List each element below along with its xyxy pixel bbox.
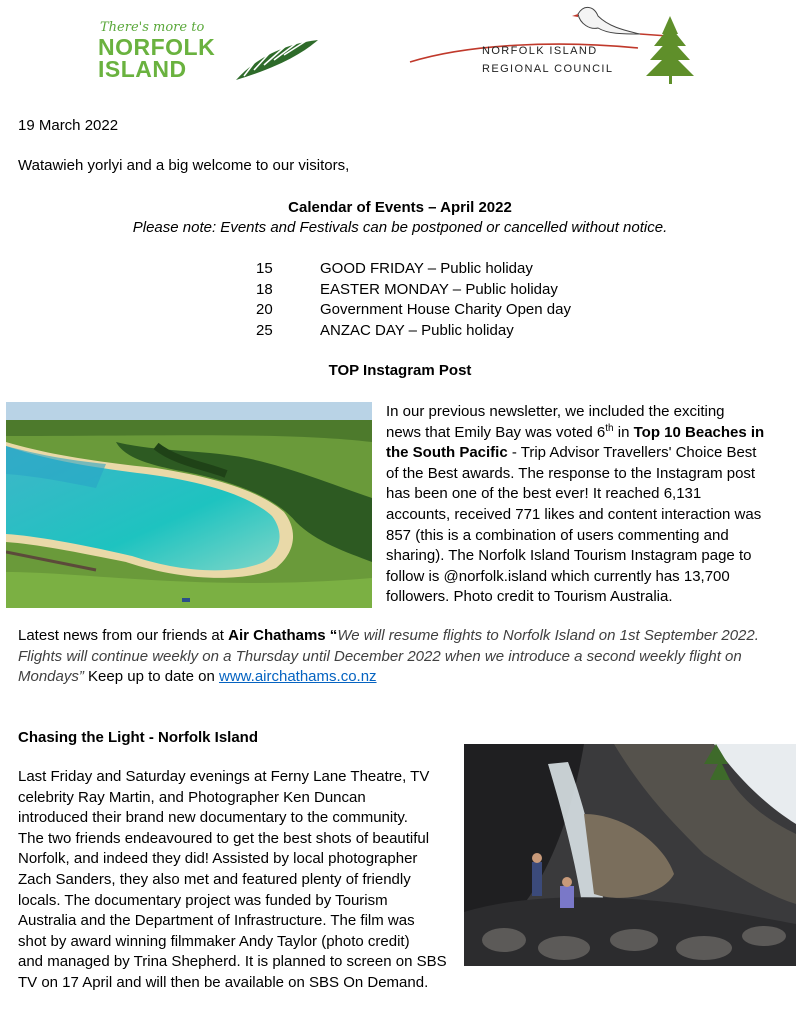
paragraph-line: the South Pacific - Trip Advisor Travellers' Choice Best <box>386 444 757 462</box>
regional-council-logo <box>408 0 698 90</box>
paragraph-line: follow is @norfolk.island which currently has 13,700 <box>386 567 730 585</box>
event-day: 18 <box>256 281 273 298</box>
air-chathams-paragraph <box>18 626 759 688</box>
calendar-note: Please note: Events and Festivals can be postponed or cancelled without notice. <box>132 219 668 236</box>
paragraph-line: locals. The documentary project was funded by Tourism <box>18 891 388 909</box>
paragraph-line: sharing). The Norfolk Island Tourism Instagram page to <box>386 547 752 565</box>
paragraph-line: The two friends endeavoured to get the best shots of beautiful <box>18 829 430 847</box>
logo-line-island: ISLAND <box>98 56 187 82</box>
logo-line-norfolk: NORFOLK <box>98 34 216 60</box>
council-logo-line2: REGIONAL COUNCIL <box>482 63 614 75</box>
paragraph-line: accounts, received 771 likes and content interaction was <box>386 505 762 523</box>
air-chathams-name: Air Chathams <box>228 627 326 644</box>
logo-tagline: There's more to <box>100 20 205 35</box>
waterfall-photo <box>464 744 796 966</box>
paragraph-line: Australia and the Department of Infrastructure. The film was <box>18 912 415 930</box>
paragraph-line: followers. Photo credit to Tourism Australia. <box>386 588 673 606</box>
documentary-heading: Chasing the Light - Norfolk Island <box>18 729 258 746</box>
event-name: EASTER MONDAY – Public holiday <box>320 281 558 298</box>
fern-leaf-icon <box>234 36 320 82</box>
event-name: ANZAC DAY – Public holiday <box>320 322 514 339</box>
letter-date: 19 March 2022 <box>18 117 119 134</box>
event-name: GOOD FRIDAY – Public holiday <box>320 260 533 277</box>
event-row <box>0 300 800 320</box>
paragraph-line: Latest news from our friends at Air Chathams “We will resume flights to Norfolk Island on 1st September 2022. <box>18 627 759 644</box>
paragraph-line: shot by award winning filmmaker Andy Taylor (photo credit) <box>18 932 410 950</box>
instagram-paragraph <box>386 402 764 608</box>
paragraph-line: TV on 17 April and will then be available on SBS On Demand. <box>18 973 429 991</box>
event-name: Government House Charity Open day <box>320 301 571 318</box>
paragraph-line: of the Best awards. The response to the Instagram post <box>386 464 756 482</box>
paragraph-line: Mondays” Keep up to date on www.airchathams.co.nz <box>18 668 377 686</box>
paragraph-line: Norfolk, and indeed they did! Assisted by local photographer <box>18 850 418 868</box>
documentary-paragraph <box>18 767 447 994</box>
paragraph-line: news that Emily Bay was voted 6th in Top 10 Beaches in <box>386 422 765 441</box>
paragraph-line: 857 (this is a combination of users commenting and <box>386 526 729 544</box>
event-day: 20 <box>256 301 273 318</box>
paragraph-line: Zach Sanders, they also met and featured plenty of friendly <box>18 870 411 888</box>
event-day: 15 <box>256 260 273 277</box>
paragraph-line: Flights will continue weekly on a Thursday until December 2022 when we introduce a second weekly flight on <box>18 647 742 665</box>
norfolk-island-tourism-logo <box>98 18 320 82</box>
paragraph-line: and managed by Trina Shepherd. It is planned to screen on SBS <box>18 953 447 971</box>
emily-bay-photo <box>6 402 372 608</box>
event-day: 25 <box>256 322 273 339</box>
letter-greeting: Watawieh yorlyi and a big welcome to our visitors, <box>18 157 350 174</box>
paragraph-line: has been one of the best ever! It reached 6,131 <box>386 485 702 503</box>
council-logo-line1: NORFOLK ISLAND <box>482 45 598 57</box>
paragraph-line: In our previous newsletter, we included the exciting <box>386 403 725 420</box>
event-row <box>0 280 800 300</box>
calendar-title: Calendar of Events – April 2022 <box>288 199 512 216</box>
paragraph-line: introduced their brand new documentary to the community. <box>18 809 408 827</box>
instagram-heading: TOP Instagram Post <box>328 362 472 379</box>
paragraph-line: celebrity Ray Martin, and Photographer Ken Duncan <box>18 788 366 806</box>
air-chathams-link[interactable]: www.airchathams.co.nz <box>218 668 377 686</box>
event-row <box>0 321 800 341</box>
paragraph-line: Last Friday and Saturday evenings at Ferny Lane Theatre, TV <box>18 768 430 785</box>
event-row <box>0 259 800 279</box>
